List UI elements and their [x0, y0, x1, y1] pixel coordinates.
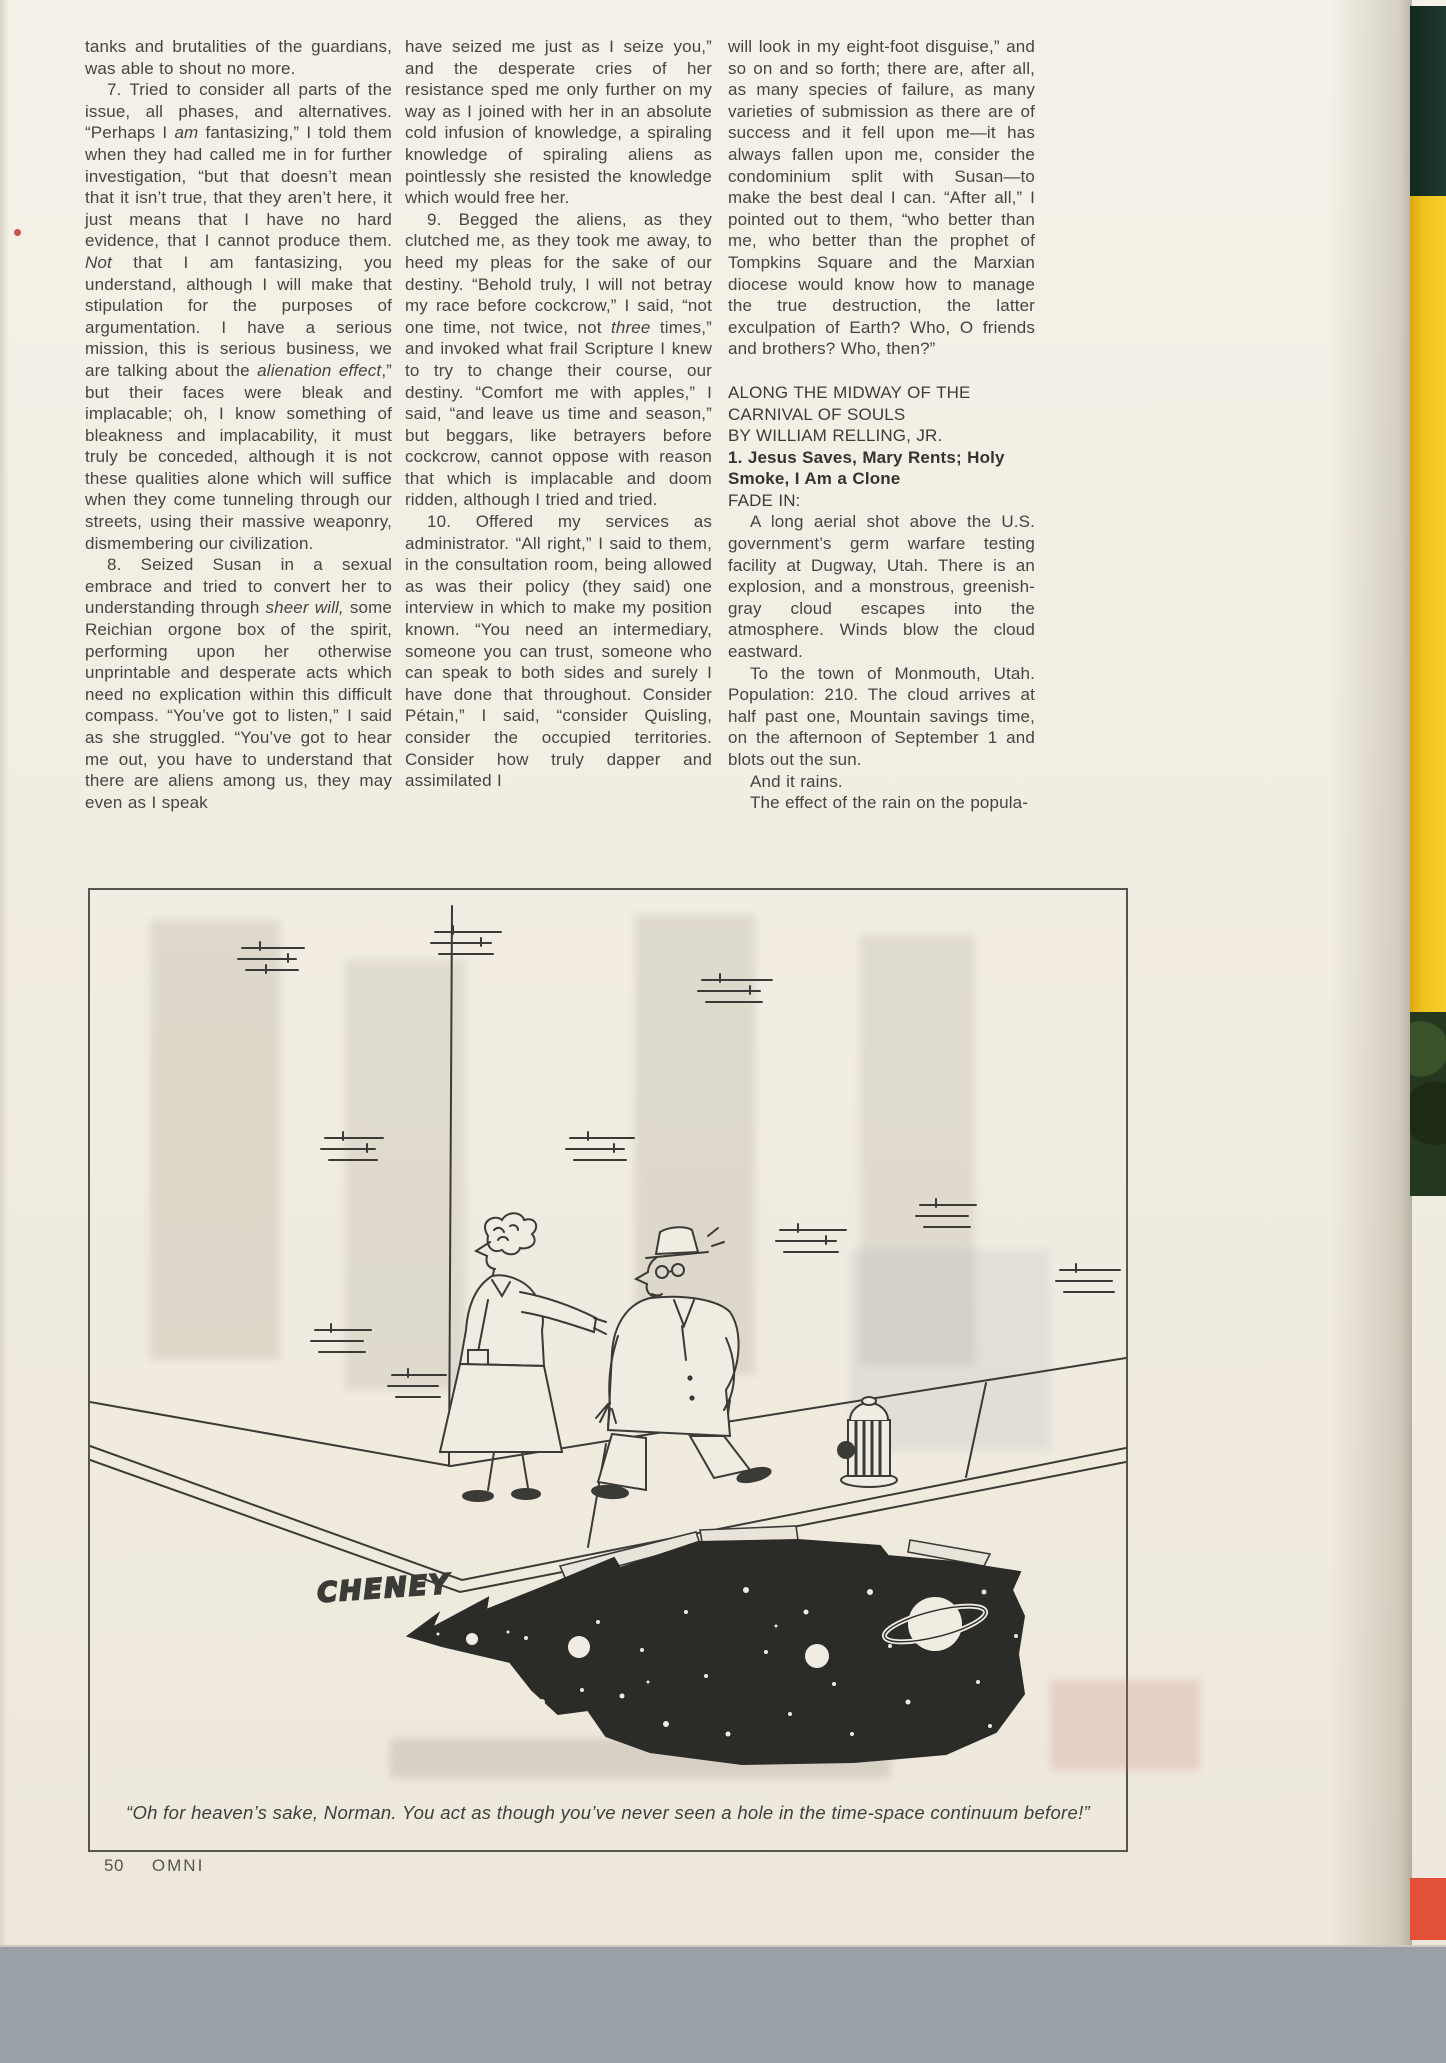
magazine-name: OMNI [151, 1856, 205, 1875]
section-heading: BY WILLIAM RELLING, JR. [728, 426, 943, 446]
moon [568, 1636, 590, 1658]
body-paragraph: have seized me just as I seize you,” and the desperate cries of her resistance sped me only further on my way as I joined with her in an absolute cold infusion of knowledge, a spiraling knowledge of spiraling aliens as pointlessly she resisted the knowledge which would free her. [405, 37, 712, 208]
body-paragraph: tanks and brutalities of the guardians, was able to shout no more. [85, 37, 392, 78]
cartoon-caption: “Oh for heaven’s sake, Norman. You act as though you’ve never seen a hole in the time-space continuum before!” [125, 1802, 1091, 1823]
small-planet [466, 1633, 478, 1645]
page-gutter-shadow [1330, 0, 1412, 1945]
page-footer [104, 1856, 204, 1876]
section-heading: 1. Jesus Saves, Mary Rents; Holy Smoke, I Am a Clone [728, 447, 1005, 489]
building-corner-line [449, 906, 452, 1466]
page-left-edge [0, 0, 9, 1945]
article-column-1 [85, 36, 392, 813]
artist-signature: CHENEY [316, 1568, 452, 1609]
next-page-edge-yellow [1410, 196, 1446, 1012]
wall-base-left [90, 1402, 451, 1466]
body-paragraph: 7. Tried to consider all parts of the issue, all phases, and alternatives. “Perhaps I am fantasizing,” I told them when they had called me in for further investigation, “but that doesn’t mean that it isn’t true, that they aren’t here, it just means that I have no hard evidence, that I cannot produce them. Not that I am fantasizing, you understand, although I will make that stipulation for the purposes of argumentation. I have a serious mission, this is serious business, we are talking about the alienation effect,” but their faces were bleak and implacable; oh, I know something of bleakness and implacability, it must truly be conceded, although it is not these qualities alone which will suffice when they come tunneling through our streets, using their massive weaponry, dismembering our civilization. [85, 80, 392, 553]
body-paragraph: The effect of the rain on the popula- [750, 793, 1029, 813]
next-page-edge-red [1410, 1878, 1446, 1940]
cartoon-drawing [90, 890, 1126, 1850]
section-heading: ALONG THE MIDWAY OF THE CARNIVAL OF SOULS [728, 382, 971, 424]
body-paragraph: A long aerial shot above the U.S. government’s germ warfare testing facility at Dugway, Utah. There is an explosion, and a monstrous, greenish-gray cloud escapes into the atmosphere. Winds blow the cloud eastward. [728, 512, 1035, 662]
man-figure [592, 1227, 772, 1499]
body-paragraph: And it rains. [750, 771, 843, 791]
red-speck [14, 229, 21, 236]
body-paragraph: 8. Seized Susan in a sexual embrace and tried to convert her to understanding through sheer will, some Reichian orgone box of the spirit, performing upon her otherwise unprintable and desperate acts which need no explication within this difficult compass. “You’ve got to listen,” I said as she struggled. “You’ve got to hear me out, you have to understand that there are aliens among us, they may even as I speak [85, 555, 392, 812]
fire-hydrant [838, 1397, 897, 1487]
moon-2 [805, 1644, 829, 1668]
woman-figure [440, 1213, 606, 1501]
body-paragraph: will look in my eight-foot disguise,” and so on and so forth; there are, after all, as many species of failure, as many varieties of submission as there are of success and it fell upon me—it has always fallen upon me, consider the condominium split with Susan—to make the best deal I can. “After all,” I pointed out to them, “who better than me, who better than the prophet of Tompkins Square and the Marxian diocese would know how to manage the true destruction, the latter exculpation of Earth? Who, O friends and brothers? Who, then?” [728, 37, 1035, 359]
body-paragraph: To the town of Monmouth, Utah. Population: 210. The cloud arrives at half past one, Mountain savings time, on the afternoon of September 1 and blots out the sun. [728, 663, 1035, 769]
next-page-edge-foliage [1410, 1012, 1446, 1196]
section-heading: FADE IN: [728, 490, 801, 510]
article-column-2 [405, 36, 712, 792]
article-column-3 [728, 36, 1035, 814]
body-paragraph: 9. Begged the aliens, as they clutched me, as they took me away, to heed my pleas for the sake of our destiny. “Behold truly, I will not betray my race before cockcrow,” I said, “not one time, not twice, not three times,” and invoked what frail Scripture I knew to try to change their course, our destiny. “Comfort me with apples,” I said, “and leave us time and season,” but beggars, like betrayers before cockcrow, cannot oppose with reason that which is implacable and doom ridden, although I tried and tried. [405, 209, 712, 510]
spacetime-hole [408, 1540, 1024, 1764]
body-paragraph: 10. Offered my services as administrator. “All right,” I said to them, in the consultation room, being allowed as was their policy (they said) one interview in which to make my position known. “You need an intermediary, someone you can trust, someone who can speak to both sides and surely I have done that throughout. Consider Pétain,” I said, “consider Quisling, consider the occupied territories. Consider how truly dapper and assimilated I [405, 512, 712, 791]
cartoon-panel [88, 888, 1128, 1852]
next-page-edge-green [1410, 6, 1446, 196]
page-number: 50 [104, 1856, 124, 1875]
